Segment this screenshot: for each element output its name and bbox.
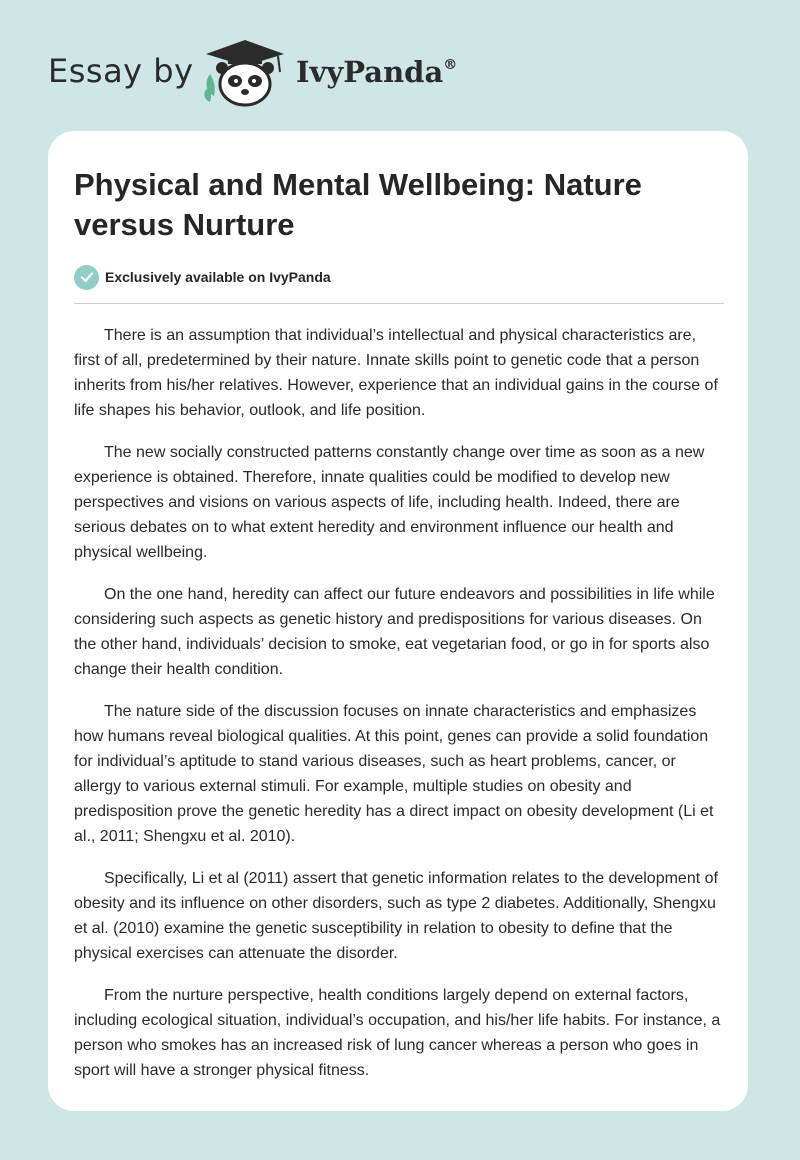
divider: [74, 303, 724, 304]
paragraph: From the nurture perspective, health conditions largely depend on external factors, including ecological situation, individual’s occupation, and his/her life habits. For instance, a person who smokes has an increased risk of lung cancer whereas a person who goes in sport will have a stronger physical fitness.: [74, 987, 721, 1079]
badge-label: Exclusively available on IvyPanda: [105, 269, 331, 285]
paragraph: The nature side of the discussion focuses on innate characteristics and emphasizes how humans reveal biological qualities. At this point, genes can provide a solid foundation for individual’s aptitude to stand various diseases, such as heart problems, cancer, or allergy to various external stimuli. For example, multiple studies on obesity and predisposition prove the genetic heredity has a direct impact on obesity development (Li et al., 2011; Shengxu et al. 2010).: [74, 703, 714, 845]
panda-logo-icon[interactable]: [200, 38, 290, 108]
site-header: [48, 38, 648, 108]
brand-name: IvyPanda®: [296, 55, 458, 89]
registered-mark: ®: [443, 57, 458, 73]
paragraph: Specifically, Li et al (2011) assert that genetic information relates to the development of obesity and its influence on other disorders, such as type 2 diabetes. Additionally, Shengxu et al. (2010) examine the genetic susceptibility in relation to obesity to define that the physical exercises can attenuate the disorder.: [74, 870, 718, 962]
essay-card: [48, 131, 748, 1111]
page-title: Physical and Mental Wellbeing: Nature versus Nurture: [74, 167, 642, 242]
paragraph: The new socially constructed patterns constantly change over time as soon as a new experience is obtained. Therefore, innate qualities could be modified to develop new perspectives and visions on various aspects of life, including health. Indeed, there are serious debates on to what extent heredity and environment influence our health and physical wellbeing.: [74, 444, 705, 561]
paragraph: There is an assumption that individual’s intellectual and physical characteristics are, first of all, predetermined by their nature. Innate skills point to genetic code that a person inherits from his/her relatives. However, experience that an individual gains in the course of life shapes his behavior, outlook, and life position.: [74, 327, 718, 419]
exclusive-badge: [74, 264, 331, 290]
essay-by-label: Essay by: [48, 52, 194, 90]
check-icon: [74, 265, 99, 290]
paragraph: On the one hand, heredity can affect our future endeavors and possibilities in life while considering such aspects as genetic history and predispositions for various diseases. On the other hand, individuals’ decision to smoke, eat vegetarian food, or go in for sports also change their health condition.: [74, 586, 715, 678]
essay-body: [74, 323, 724, 1100]
